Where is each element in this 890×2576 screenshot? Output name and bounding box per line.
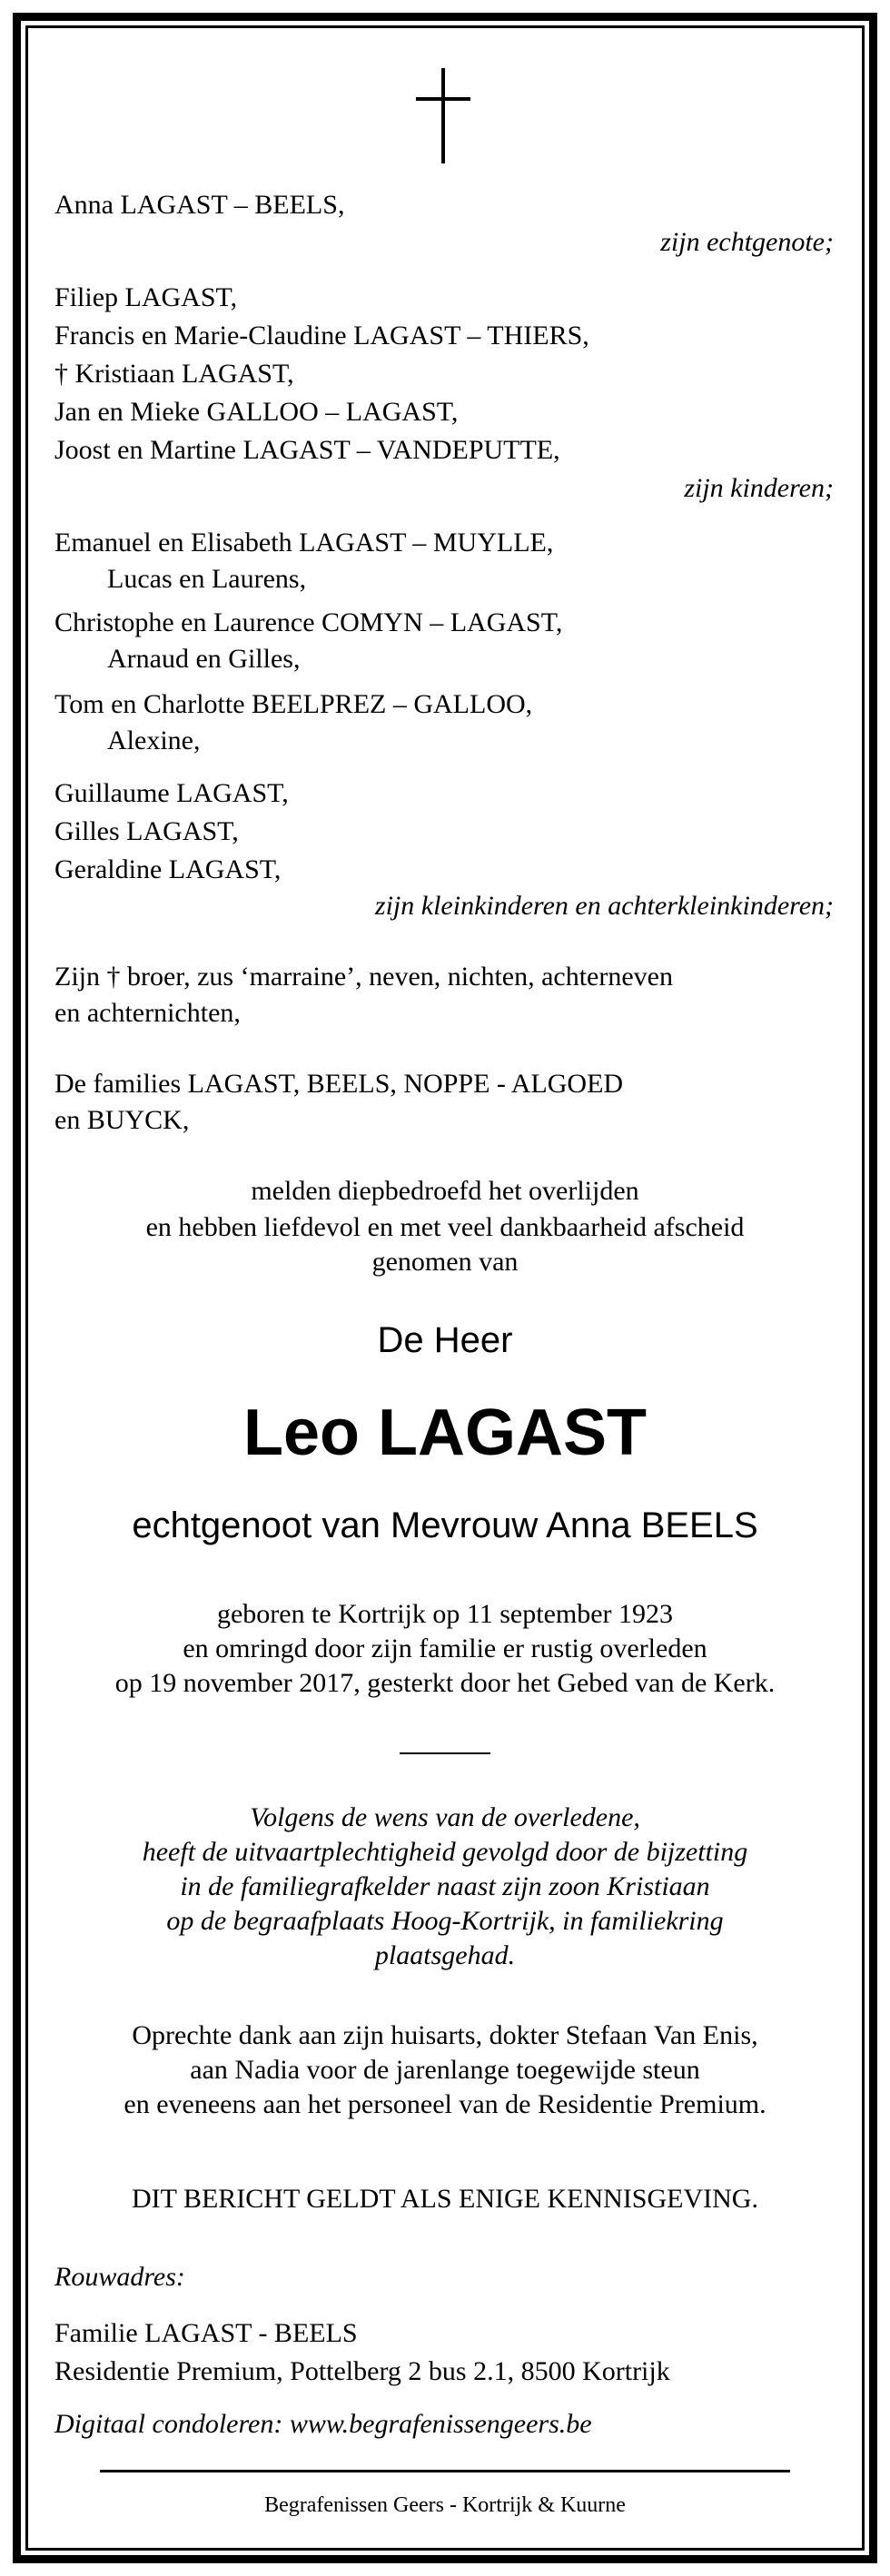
address-line: Residentie Premium, Pottelberg 2 bus 2.1, 8500 Kortrijk [54, 2356, 670, 2386]
address-line: Familie LAGAST - BEELS [54, 2318, 358, 2348]
child-line: Jan en Mieke GALLOO – LAGAST, [54, 397, 459, 427]
grandchild-parents: Emanuel en Elisabeth LAGAST – MUYLLE, [54, 528, 554, 558]
thanks-line: Oprechte dank aan zijn huisarts, dokter Stefaan Van Enis, [132, 2020, 758, 2050]
grandchild-kids: Lucas en Laurens, [107, 564, 307, 594]
grandchild-single: Gilles LAGAST, [54, 816, 239, 846]
grandchild-parents: Christophe en Laurence COMYN – LAGAST, [54, 607, 563, 637]
spouse-name: Anna LAGAST – BEELS, [54, 190, 345, 220]
child-line: Filiep LAGAST, [54, 282, 238, 312]
deceased-detail: en omringd door zijn familie er rustig overleden [183, 1633, 707, 1663]
thanks-line: aan Nadia voor de jarenlange toegewijde steun [190, 2055, 700, 2085]
condolence-link[interactable]: Digitaal condoleren: www.begrafenissengeers.be [54, 2409, 592, 2439]
deceased-detail: geboren te Kortrijk op 11 september 1923 [216, 1599, 674, 1629]
deceased-title: De Heer [377, 1320, 513, 1360]
grandchild-parents: Tom en Charlotte BEELPREZ – GALLOO, [54, 689, 533, 719]
grandchild-kids: Alexine, [107, 725, 201, 755]
grandchild-kids: Arnaud en Gilles, [107, 644, 301, 674]
families-line: en BUYCK, [54, 1105, 190, 1135]
notice: DIT BERICHT GELDT ALS ENIGE KENNISGEVING. [132, 2184, 758, 2214]
thanks-line: en eveneens aan het personeel van de Residentie Premium. [124, 2089, 766, 2119]
address-label: Rouwadres: [54, 2262, 185, 2292]
wish-line: in de familiegrafkelder naast zijn zoon Kristiaan [180, 1871, 710, 1901]
footer-divider [100, 2470, 790, 2472]
siblings-line: en achternichten, [54, 998, 241, 1028]
footer-text: Begrafenissen Geers - Kortrijk & Kuurne [264, 2493, 626, 2517]
children-role: zijn kinderen; [684, 473, 834, 503]
deceased-detail: op 19 november 2017, gesterkt door het Gebed van de Kerk. [114, 1668, 776, 1698]
child-line: Francis en Marie-Claudine LAGAST – THIERS, [54, 321, 589, 350]
grandchild-single: Guillaume LAGAST, [54, 778, 289, 808]
wish-line: op de begraafplaats Hoog-Kortrijk, in familiekring [166, 1906, 724, 1936]
families-line: De families LAGAST, BEELS, NOPPE - ALGOED [54, 1069, 624, 1099]
deceased-name: Leo LAGAST [243, 1397, 647, 1469]
child-line: Joost en Martine LAGAST – VANDEPUTTE, [54, 435, 560, 465]
announcement-line: genomen van [371, 1247, 519, 1277]
wish-line: Volgens de wens van de overledene, [250, 1802, 640, 1832]
announcement-line: en hebben liefdevol en met veel dankbaarheid afscheid [145, 1212, 745, 1242]
spouse-role: zijn echtgenote; [660, 227, 834, 257]
siblings-line: Zijn † broer, zus ‘marraine’, neven, nichten, achterneven [54, 962, 673, 992]
deceased-spouse-line: echtgenoot van Mevrouw Anna BEELS [132, 1505, 758, 1545]
child-line: † Kristiaan LAGAST, [54, 359, 294, 389]
grandchildren-role: zijn kleinkinderen en achterkleinkinderen; [374, 891, 834, 921]
wish-line: plaatsgehad. [374, 1940, 516, 1970]
wish-line: heeft de uitvaartplechtigheid gevolgd door de bijzetting [142, 1837, 748, 1867]
cross-icon [416, 68, 470, 163]
separator-line [400, 1752, 490, 1754]
announcement-line: melden diepbedroefd het overlijden [251, 1176, 639, 1206]
grandchild-single: Geraldine LAGAST, [54, 854, 282, 884]
